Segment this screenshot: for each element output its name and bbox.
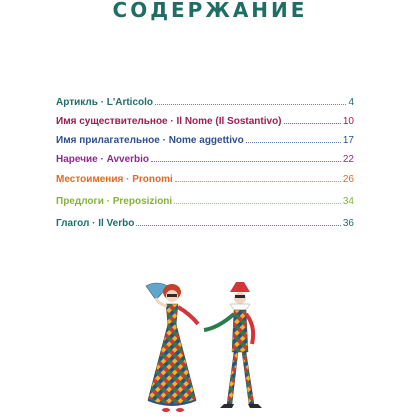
page-title: СОДЕРЖАНИЕ [112,0,308,22]
toc-entry-aggettivo[interactable] [56,132,354,148]
toc-entry-label: Имя существительное · Il Nome (Il Sostantivo) [56,116,282,127]
toc-leader-dots [136,215,341,226]
toc-entry-articolo[interactable] [56,94,354,110]
toc-page-number: 34 [342,196,354,207]
toc-entry-label: Предлоги · Preposizioni [56,196,173,207]
toc-leader-dots [284,113,341,124]
toc-page-number: 22 [342,154,354,165]
toc-page-number: 4 [348,97,354,108]
toc-entry-label: Глагол · Il Verbo [56,218,135,229]
toc-entry-label: Имя прилагательное · Nome aggettivo [56,135,244,146]
toc-entry-avverbio[interactable] [56,151,354,167]
toc-page-number: 17 [342,135,354,146]
harlequin-couple-illustration [138,282,284,418]
toc-page-number: 36 [342,218,354,229]
toc-entry-nome[interactable] [56,113,354,129]
toc-entry-label: Артикль · L'Articolo [56,97,154,108]
toc-entry-label: Местоимения · Pronomi [56,174,173,185]
toc-leader-dots [246,132,341,143]
toc-leader-dots [155,94,346,105]
toc-entry-verbo[interactable] [56,215,354,231]
toc-entry-pronomi[interactable] [56,171,354,187]
toc-leader-dots [175,171,341,182]
toc-page-number: 10 [342,116,354,127]
toc-leader-dots [151,151,341,162]
toc-leader-dots [174,193,341,204]
toc-entry-preposizioni[interactable] [56,193,354,209]
toc-entry-label: Наречие · Avverbio [56,154,150,165]
toc-page-number: 26 [342,174,354,185]
